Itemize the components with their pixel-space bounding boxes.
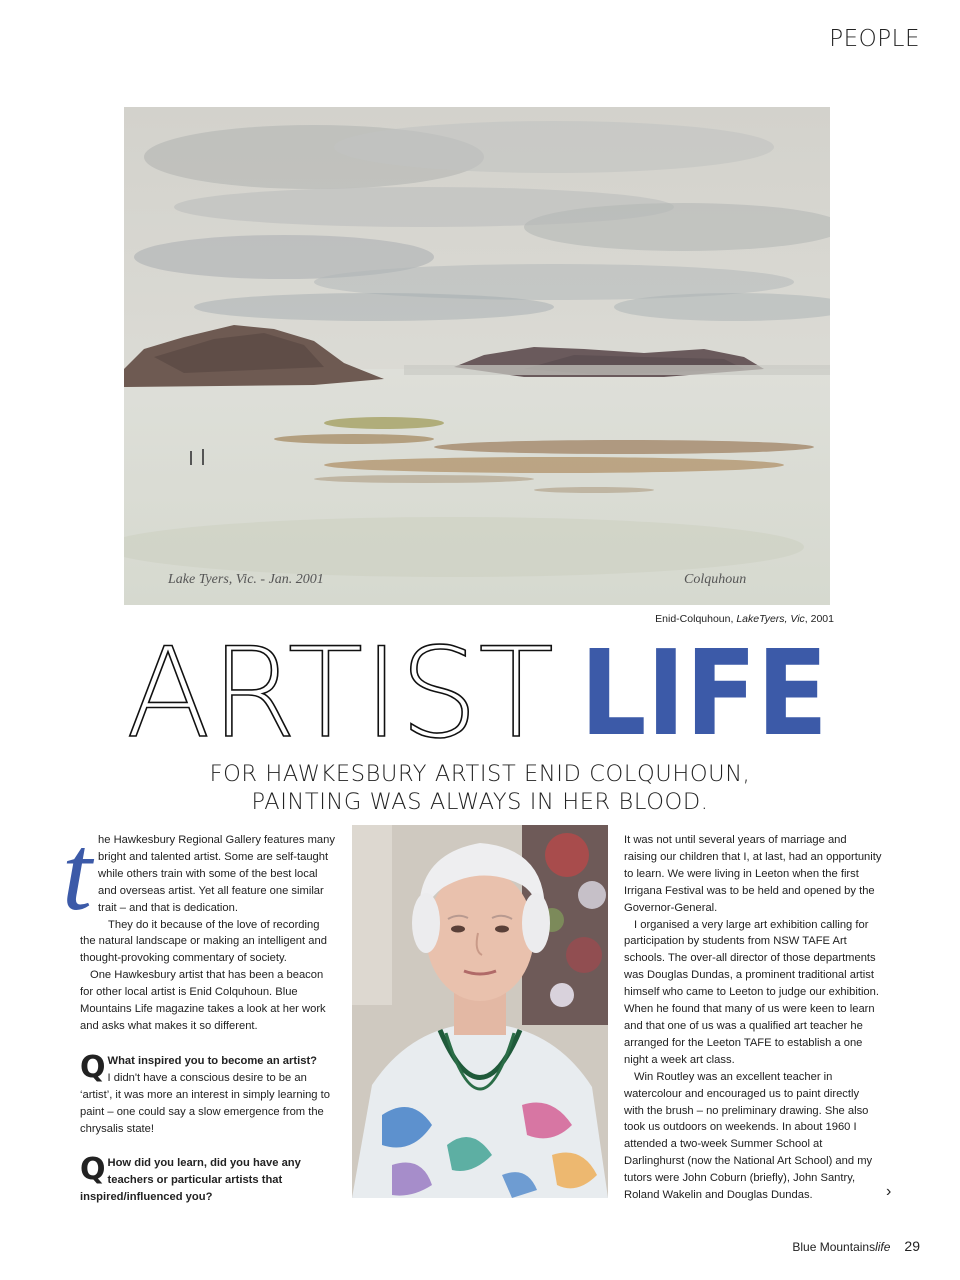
answer-1-text: I didn't have a conscious desire to be an ‘artist’, it was more an interest in simply learning to paint – one could say a slow emergence from the chrysalis state! xyxy=(80,1071,330,1135)
painting-inscription: Lake Tyers, Vic. - Jan. 2001 xyxy=(168,572,324,587)
painting-signature: Colquhoun xyxy=(684,572,747,587)
painting-caption xyxy=(655,613,834,625)
subhead-line-1: FOR HAWKESBURY ARTIST ENID COLQUHOUN, xyxy=(209,761,751,787)
lake-tyers-painting xyxy=(124,107,830,605)
footer-magazine-italic: life xyxy=(875,1240,891,1254)
subheadline xyxy=(120,760,840,816)
enid-colquhoun-portrait xyxy=(352,825,608,1198)
question-2-text: How did you learn, did you have any teachers or particular artists that inspired/influenced you? xyxy=(80,1157,301,1204)
caption-title: LakeTyers, Vic xyxy=(736,613,805,625)
section-label: PEOPLE xyxy=(829,26,920,52)
headline-thin-word: ARTIST xyxy=(126,630,554,750)
response-paragraph-1: It was not until several years of marriage and raising our children that I, at last, had an opportunity to learn. We were living in Leeton when the first Irrigana Festival was to be held and opened by the Governor-General. xyxy=(624,834,882,914)
drop-cap: t xyxy=(62,814,93,933)
question-2 xyxy=(80,1152,338,1206)
article-column-left xyxy=(62,814,338,1206)
headline-bold-word: LIFE xyxy=(580,630,828,750)
paragraph-3: One Hawkesbury artist that has been a beacon for other local artist is Enid Colquhoun. Blue Mountains Life magazine takes a look at her work and asks what makes it so different. xyxy=(80,969,326,1032)
paragraph-2: They do it because of the love of recording the natural landscape or making an intelligent and thought-provoking commentary of society. xyxy=(80,918,327,965)
caption-artist: Enid-Colquhoun, xyxy=(655,613,737,625)
response-paragraph-3: Win Routley was an excellent teacher in watercolour and encouraged us to paint directly with the brush – no preliminary drawing. She also took us outdoors on weekends. In about 1960 I attended a two-week Summer School at Darlinghurst (now the National Art School) and my tutors were John Coburn (briefly), John Santry, Roland Wakelin and Douglas Dundas. xyxy=(624,1070,873,1202)
intro-text: he Hawkesbury Regional Gallery features many bright and talented artist. Some are self-taught while others train with some of the best local and overseas artist. Yet all feature one similar trait – and that is dedication. xyxy=(98,834,335,914)
page-number: 29 xyxy=(904,1238,920,1254)
intro-paragraph xyxy=(62,814,338,933)
article-column-right xyxy=(624,832,882,1204)
caption-year: , 2001 xyxy=(804,613,834,625)
headline xyxy=(124,630,834,750)
subhead-line-2: PAINTING WAS ALWAYS IN HER BLOOD. xyxy=(251,789,709,815)
q-mark-1: Q xyxy=(80,1049,106,1085)
chevron-right-icon: › xyxy=(886,1183,892,1200)
question-1 xyxy=(80,1049,338,1138)
q-mark-2: Q xyxy=(80,1152,106,1188)
question-1-text: What inspired you to become an artist? xyxy=(107,1054,317,1067)
footer-magazine: Blue Mountains xyxy=(792,1240,876,1254)
response-paragraph-2: I organised a very large art exhibition calling for participation by students from NSW TAFE Art schools. The over-all director of those departments was Douglas Dundas, a prominent traditional artist himself who came to Leeton to judge our exhibition. When he found that many of us were keen to learn and that one of us was a qualified art teacher he arranged for the Leeton TAFE to establish a one night a week art class. xyxy=(624,918,879,1066)
page-footer xyxy=(792,1238,920,1254)
